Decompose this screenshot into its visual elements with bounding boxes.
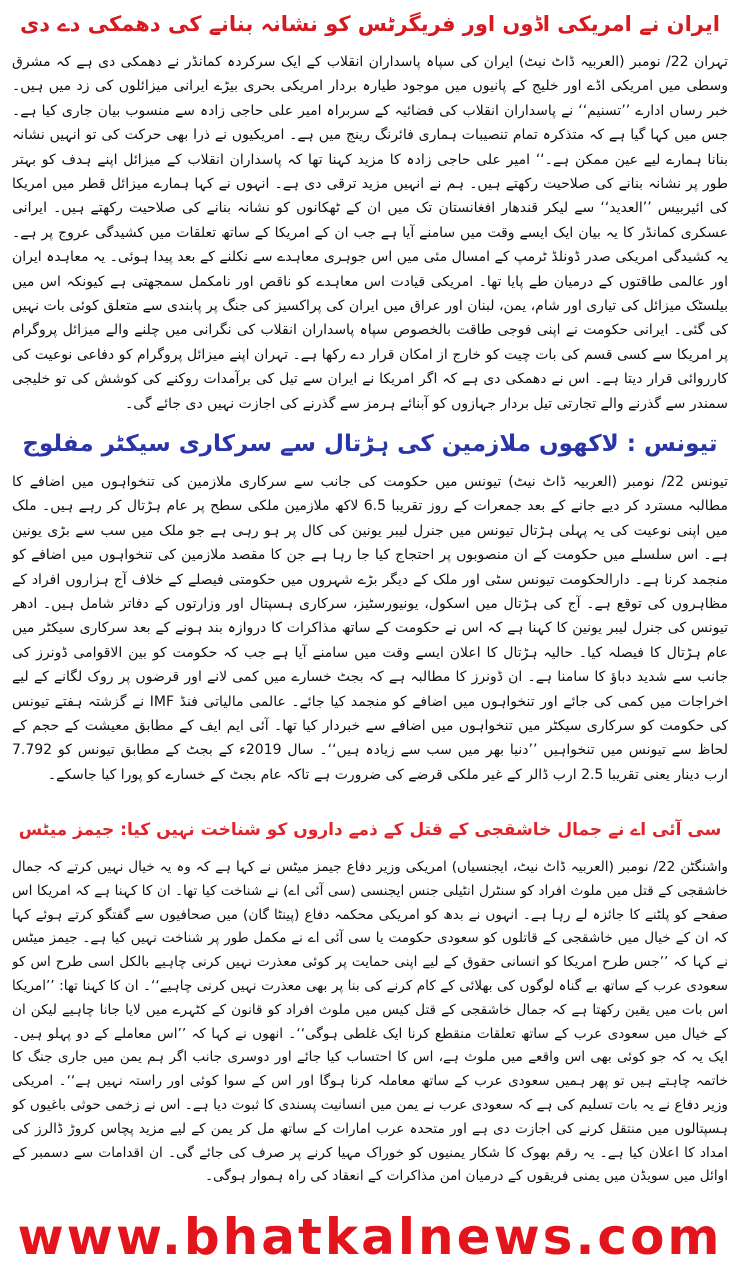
article-body-khashoggi-mattis: واشنگٹن 22/ نومبر (العربیہ ڈاٹ نیٹ، ایجنسیاں) امریکی وزیر دفاع جیمز میٹس نے کہا ہے کہ وہ یہ خیال نہیں کرتے کہ جمال خاشقجی کے قتل میں ملوث افراد کو سنٹرل انٹیلی جنس ایجنسی (سی آئی اے) نے شناخت کیا تھا۔ ان کا کہنا ہے کہ امریکا اس صفحے کو پلٹنے کا جائزہ لے رہا ہے۔ انہوں نے بدھ کو امریکی محکمہ دفاع (پینٹا گان) میں صحافیوں سے گفتگو کرتے ہوئے کہا کہ ان کے خیال میں خاشقجی کے قاتلوں کو سعودی حکومت یا سی آئی اے نے مکمل طور پر شناخت نہیں کیا ہے۔ جیمز میٹس نے کہا کہ ’’جس طرح امریکا کو انسانی حقوق کے لیے اپنی حمایت پر کوئی معذرت نہیں کرنی چاہیے بالکل اسی طرح اس کو سعودی عرب کے ساتھ بے گناہ لوگوں کی بھلائی کے کام کرنے کی بنا پر بھی معذرت نہیں کرنی چاہیے‘‘۔ ان کا کہنا تھا: ’’امریکا اس بات میں یقین رکھتا ہے کہ جمال خاشقجی کے قتل کیس میں ملوث افراد کو قانون کے کٹہرے میں لایا جانا چاہیے لیکن ان کے خیال میں سعودی عرب کے ساتھ تعلقات منقطع کرنا ایک غلطی ہوگی‘‘۔ انھوں نے کہا کہ ’’اس معاملے کے دو پہلو ہیں۔ ایک یہ کہ جو کوئی بھی اس واقعے میں ملوث ہے، اس کا احتساب کیا جائے اور دوسری جانب اگر ہم یمن میں جاری جنگ کا خاتمہ چاہتے ہیں تو پھر ہمیں سعودی عرب کے ساتھ معاملہ کرنا ہوگا اور اس کے سوا کوئی اور راستہ نہیں ہے‘‘۔ امریکی وزیر دفاع نے یہ بات تسلیم کی ہے کہ سعودی عرب نے یمن میں انسانیت پسندی کا ثبوت دیا ہے۔ اس نے زخمی حوثی باغیوں کو ہسپتالوں میں منتقل کرنے کی اجازت دی ہے اور متحدہ عرب امارات کے ساتھ مل کر یمن کے لیے مزید پچاس کروڑ ڈالرز کی امداد کا اعلان کیا ہے۔ یہ رقم بھوک کا شکار یمنیوں کو خوراک مہیا کرنے پر صرف کی جائے گی۔ ان اقدامات سے دسمبر کے اوائل میں سویڈن میں یمنی فریقوں کے درمیان امن مذاکرات کے انعقاد کی راہ ہموار ہوگی۔ — [12, 859, 728, 1185]
footer-website-url[interactable]: www.bhatkalnews.com — [17, 1208, 723, 1266]
headline-tunisia-strike: تیونس : لاکھوں ملازمین کی ہڑتال سے سرکاری سیکٹر مفلوج — [22, 431, 718, 457]
headline-khashoggi-mattis: سی آئی اے نے جمال خاشقجی کے قتل کے ذمے داروں کو شناخت نہیں کیا: جیمز میٹس — [18, 820, 722, 840]
headline-iran-threat: ایران نے امریکی اڈوں اور فریگرٹس کو نشانہ بنانے کی دھمکی دے دی — [20, 12, 720, 36]
article-body-tunisia-strike: تیونس 22/ نومبر (العربیہ ڈاٹ نیٹ) تیونس میں حکومت کی جانب سے سرکاری ملازمین کی تنخواہوں میں اضافے کا مطالبہ مسترد کر دیے جانے کے بعد جمعرات کے روز تقریبا 6.5 لاکھ ملازمین ملکی سطح پر عام ہڑتال کر رہے ہیں۔ ملک میں اپنی نوعیت کی یہ پہلی ہڑتال تیونس میں جنرل لیبر یونین کی کال پر ہو رہی ہے جو ملک میں سب سے بڑی یونین ہے۔ اس سلسلے میں حکومت کے ان منصوبوں پر احتجاج کیا جا رہا ہے جن کا مقصد ملازمین کی تنخواہوں میں اضافے کو منجمد کرنا ہے۔ دارالحکومت تیونس سٹی اور ملک کے دیگر بڑے شہروں میں حکومتی فیصلے کے خلاف آج ہزاروں افراد کے مظاہروں کی توقع ہے۔ آج کی ہڑتال میں اسکول، یونیورسٹیز، سرکاری ہسپتال اور وزارتوں کے دفاتر شامل ہیں۔ ادھر تیونس کی جنرل لیبر یونین کا کہنا ہے کہ اس نے حکومت کے ساتھ مذاکرات کا دروازہ بند ہونے کے بعد سرکاری سیکٹر میں عام ہڑتال کا فیصلہ کیا۔ حالیہ ہڑتال کا اعلان ایسے وقت میں سامنے آیا ہے جب کہ حکومت کو بین الاقوامی ڈونرز کی جانب سے شدید دباؤ کا سامنا ہے۔ ان ڈونرز کا مطالبہ ہے کہ بجٹ خسارے میں کمی لانے اور قرضوں پر روک لگانے کے لیے اخراجات میں کمی کی جائے اور تنخواہوں میں اضافے کو منجمد کیا جائے۔ عالمی مالیاتی فنڈ IMF نے گزشتہ ہفتے تیونس کی حکومت کو سرکاری سیکٹر میں تنخواہوں میں اضافے سے خبردار کیا تھا۔ آئی ایم ایف کے مطابق معیشت کے حجم کے لحاظ سے تیونس میں تنخواہیں ’’دنیا بھر میں سب سے زیادہ ہیں‘‘۔ سال 2019ء کے بجٹ کے مطابق تیونس کو 7.792 ارب دینار یعنی تقریبا 2.5 ارب ڈالر کے غیر ملکی قرضے کی ضرورت ہے تاکہ عام بجٹ کے خسارے کو پورا کیا جاسکے۔ — [12, 474, 728, 783]
article-body-iran-threat: تہران 22/ نومبر (العربیہ ڈاٹ نیٹ) ایران کی سپاہ پاسداران انقلاب کے ایک سرکردہ کمانڈر نے دھمکی دی ہے کہ مشرق وسطی میں امریکی اڈے اور خلیج کے پانیوں میں موجود طیارہ بردار امریکی بحری بیڑے ایرانی میزائلوں کی زد میں ہیں۔ خبر رساں ادارے ’’تسنیم‘‘ نے پاسداران انقلاب کی فضائیہ کے سربراہ امیر علی حاجی زادہ سے منسوب بیان جاری کیا ہے۔ جس میں کہا گیا ہے کہ متذکرہ تمام تنصیبات ہماری فائرنگ رینج میں ہے۔ امریکیوں نے ذرا بھی حرکت کی تو انہیں نشانہ بنانا ہمارے لیے عین ممکن ہے۔‘‘ امیر علی حاجی زادہ کا مزید کہنا تھا کہ پاسداران انقلاب کے میزائل اپنے ہدف کو بہتر طور پر نشانہ بنانے کی صلاحیت رکھتے ہیں۔ ہم نے انہیں مزید ترقی دی ہے۔ انہوں نے کہا ہمارے میزائل قطر میں امریکا کی ائیربیس ’’العدید‘‘ سے لیکر قندھار افغانستان تک میں ان کے ٹھکانوں کو نشانہ بنانے کی صلاحیت رکھتے ہیں۔ ایرانی عسکری کمانڈر کا یہ بیان ایک ایسے وقت میں سامنے آیا ہے جب ان کے امریکا کے ساتھ تعلقات میں کشیدگی عروج پر ہے۔ یہ کشیدگی امریکی صدر ڈونلڈ ٹرمپ کے امسال مئی میں اس جوہری معاہدے سے نکلنے کے بعد پیدا ہوئی۔ یہ معاہدہ ایران اور عالمی طاقتوں کے درمیان طے پایا تھا۔ امریکی قیادت اس معاہدے کو ناقص اور نامکمل سمجھتی ہے کیونکہ اس میں بیلسٹک میزائل کی تیاری اور شام، یمن، لبنان اور عراق میں ایران کی پراکسیز کی جنگ پر پابندی سے متعلق کوئی بات نہیں کی گئی۔ ایرانی حکومت نے اپنی فوجی طاقت بالخصوص سپاہ پاسداران انقلاب کی نگرانی میں چلنے والے میزائل پروگرام پر امریکا سے کسی قسم کی بات چیت کو خارج از امکان قرار دے رکھا ہے۔ تہران اپنے میزائل پروگرام کو دفاعی نوعیت کی کارروائی قرار دیتا ہے۔ اس نے دھمکی دی ہے کہ اگر امریکا نے ایران سے تیل کی برآمدات روکنے کی کوشش کی تو خلیجی سمندر سے گذرنے والے تجارتی تیل بردار جہازوں کو آبنائے ہرمز سے گذرنے کی اجازت نہیں دی جائے گی۔ — [12, 54, 728, 412]
